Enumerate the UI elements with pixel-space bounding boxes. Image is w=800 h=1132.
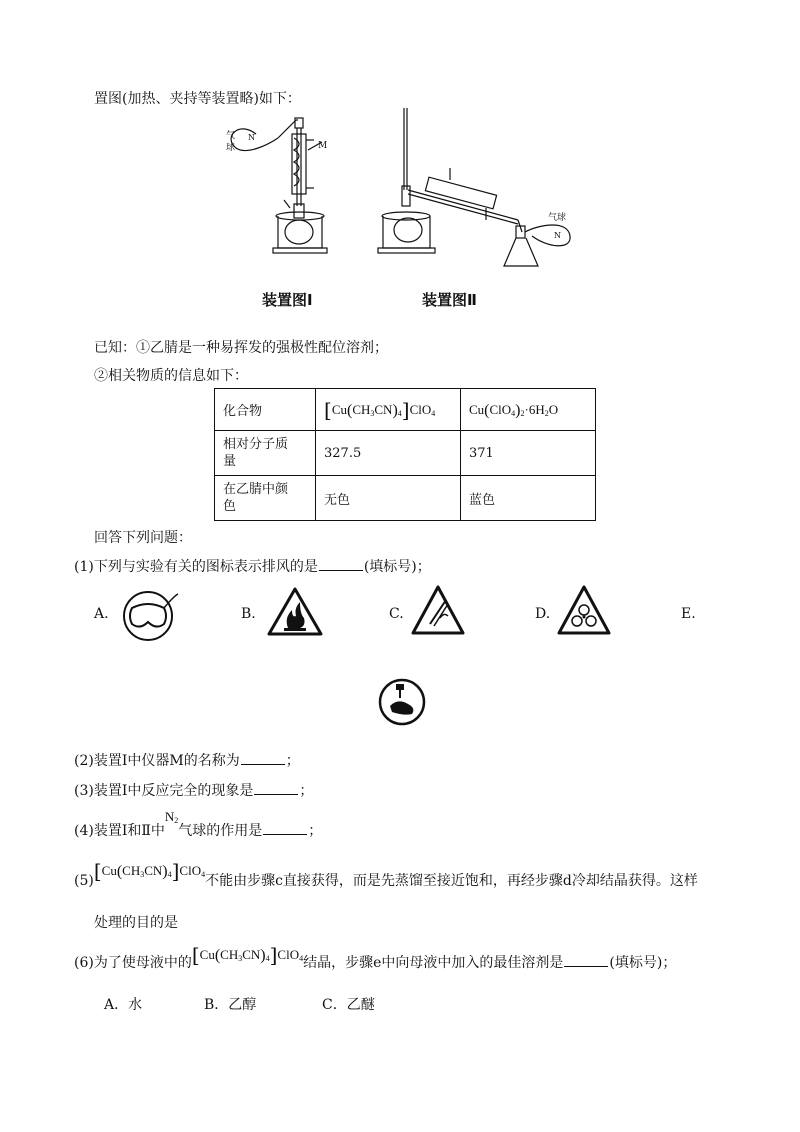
option-b-label: B. [241, 606, 256, 622]
table-header-compound: 化合物 [215, 389, 316, 431]
figure-caption-2: 装置图Ⅱ [422, 291, 477, 309]
option-d-label: D. [535, 606, 551, 622]
question-5: $(5)[Cu(CH_3CN)_4]ClO_4$不能由步骤c直接获得，而是先蒸馏至接近饱和，再经步骤d冷却结晶获得。这样 [74, 859, 698, 889]
hand-wash-icon [378, 676, 428, 728]
intro-text: 置图(加热、夹持等装置略)如下： [94, 91, 301, 107]
table-row-color-v1: 无色 [316, 476, 461, 521]
known-line-2: ②相关物质的信息如下： [94, 368, 248, 384]
apparatus-figure [218, 108, 608, 283]
question-6: (6)为了使母液中的$[Cu(CH_3CN)_4]ClO_4$结晶，步骤e中向母液中加入的最佳溶剂是 (填标号)； [74, 943, 677, 971]
balloon-label-2: 球 [226, 143, 236, 153]
balloon-2-icon [525, 225, 570, 246]
table-row-color-label: 在乙腈中颜 色 [215, 476, 316, 521]
q6-formula: $[Cu(CH_3CN)_4]ClO_4$ [191, 943, 304, 967]
table-row-color-v2: 蓝色 [461, 476, 596, 521]
table-header-cu1: $[Cu(CH_3CN)_4]ClO_4$ [316, 389, 461, 431]
known-line-1: 已知：①乙腈是一种易挥发的强极性配位溶剂； [94, 340, 388, 356]
n2-label-1: N [248, 133, 255, 142]
balloon-label-3: 气球 [548, 213, 567, 223]
goggles-icon [118, 586, 182, 642]
option-e-label: E. [681, 606, 696, 622]
sharp-object-icon [410, 584, 466, 638]
option6-b: B．乙醇 [204, 997, 257, 1013]
question-2: (2)装置Ⅰ中仪器M的名称为 ； [74, 753, 300, 769]
question-1: (1)下列与实验有关的图标表示排风的是 (填标号)； [74, 559, 431, 575]
option-a-label: A. [94, 606, 109, 622]
n2-label-2: N [554, 231, 561, 240]
balloon-label-1: 气 [226, 131, 236, 141]
table-row-mass-v1: 327.5 [316, 431, 461, 476]
question-3: (3)装置Ⅰ中反应完全的现象是 ； [74, 783, 314, 799]
m-label: M [318, 141, 328, 151]
option6-c: C．乙醚 [322, 997, 375, 1013]
question-5-line-2: 处理的目的是 [94, 915, 178, 931]
question-4: (4)装置Ⅰ和Ⅱ中$N_2$气球的作用是 ； [74, 809, 323, 839]
table-row-mass-label: 相对分子质 量 [215, 431, 316, 476]
option6-a: A．水 [104, 997, 143, 1013]
answer-intro: 回答下列问题： [94, 530, 192, 546]
option-c-label: C. [389, 606, 404, 622]
table-header-cu2: $Cu(ClO_4)_2\cdot 6H_2O$ [461, 389, 596, 431]
figure-caption-1: 装置图Ⅰ [262, 291, 313, 309]
compound-table [214, 388, 596, 521]
ventilation-fan-icon [556, 584, 612, 638]
table-row-mass-v2: 371 [461, 431, 596, 476]
q4-n2: $N_2$ [164, 809, 179, 825]
flame-warning-icon [266, 586, 324, 638]
q5-formula: $[Cu(CH_3CN)_4]ClO_4$ [93, 859, 206, 883]
